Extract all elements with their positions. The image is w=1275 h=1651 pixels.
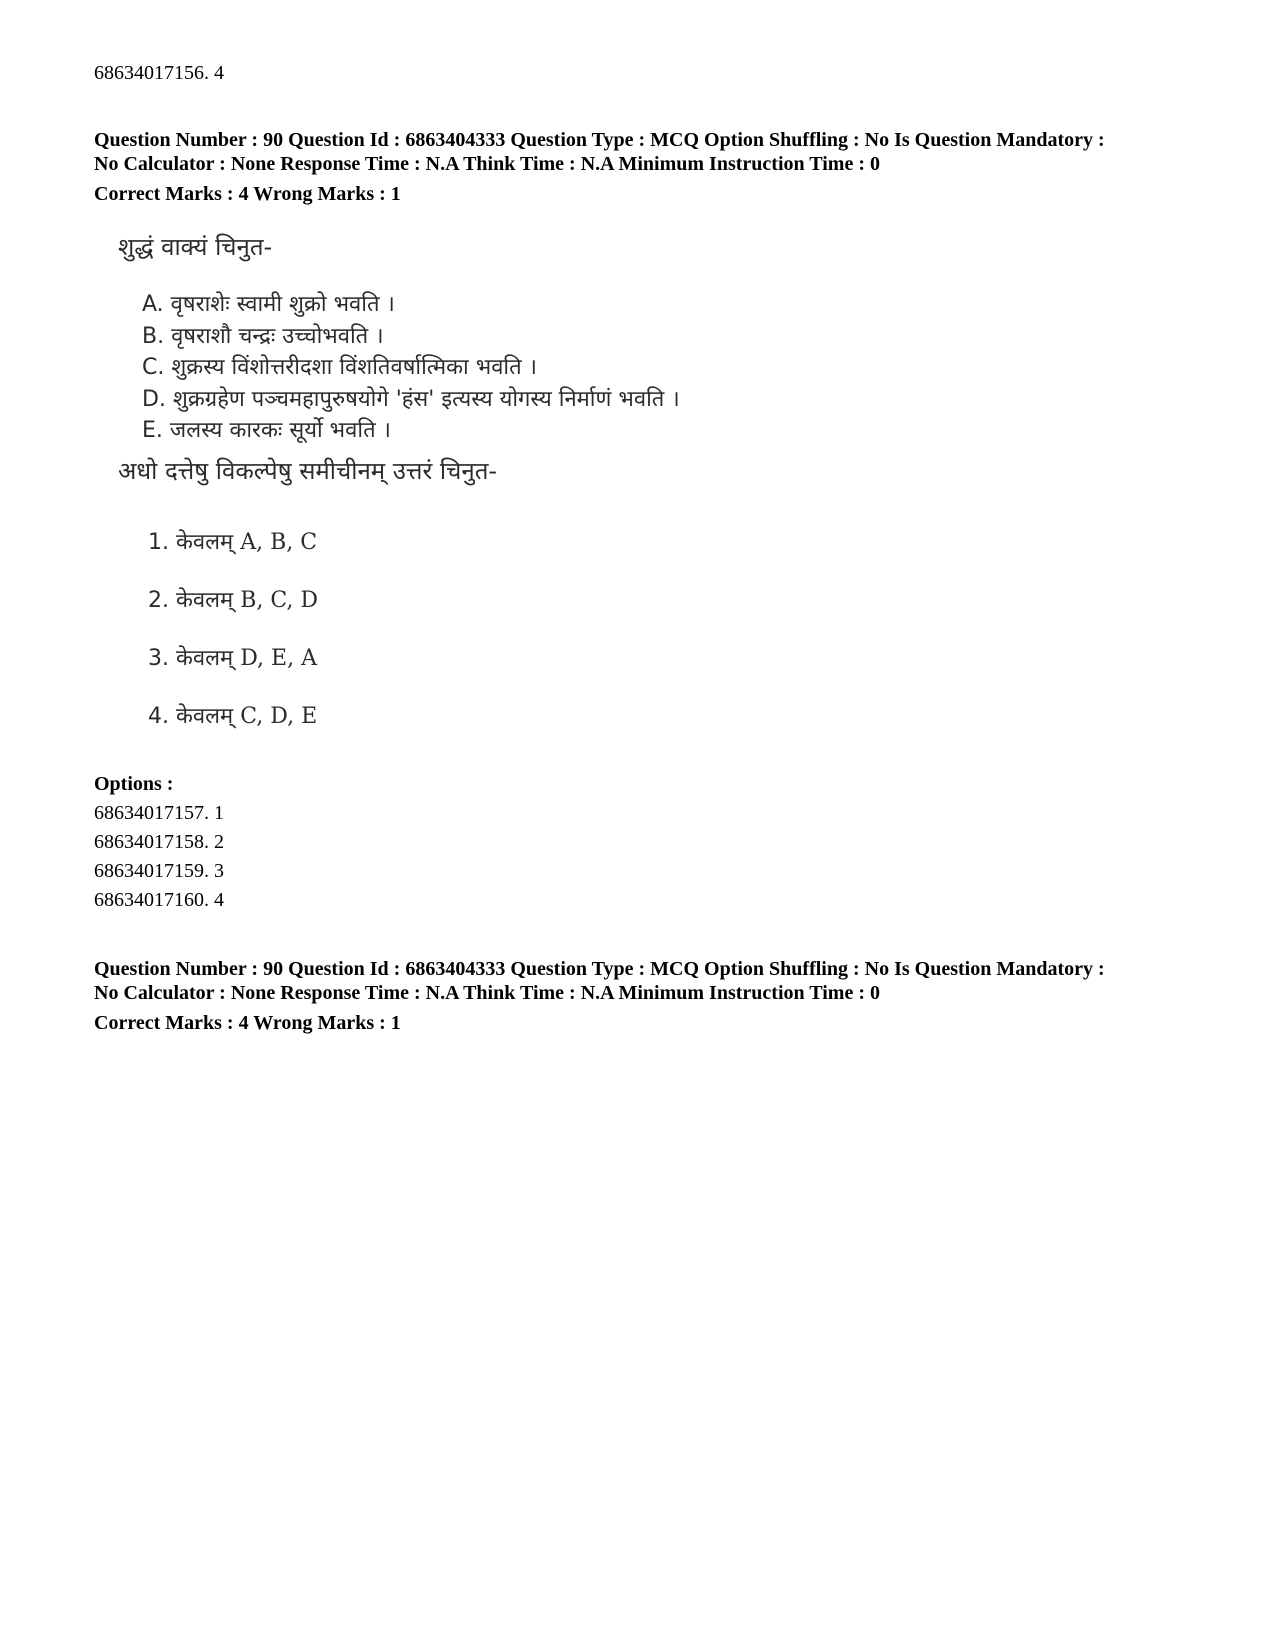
- previous-option-line: 68634017156. 4: [94, 62, 224, 84]
- choice-text: केवलम्: [176, 704, 234, 729]
- next-question-meta-line-2: No Calculator : None Response Time : N.A Think Time : N.A Minimum Instruction Time : 0: [94, 982, 880, 1004]
- choice-letters: B, C, D: [240, 588, 319, 613]
- choice-number: 3.: [148, 646, 169, 671]
- choice-item: [148, 702, 318, 760]
- choice-item: [148, 586, 318, 644]
- options-block: [94, 770, 224, 915]
- next-question-header: [94, 957, 1204, 1035]
- option-item: 68634017160. 4: [94, 889, 224, 911]
- question-image: [118, 232, 758, 752]
- choice-list: [148, 528, 318, 760]
- statement-list: [142, 289, 680, 447]
- question-prompt: शुद्धं वाक्यं चिनुत-: [118, 233, 273, 261]
- question-meta-line-1: Question Number : 90 Question Id : 6863404333 Question Type : MCQ Option Shuffling : No Is Question Mandatory :: [94, 129, 1105, 151]
- option-item: 68634017157. 1: [94, 802, 224, 824]
- choice-item: [148, 528, 318, 586]
- choice-text: केवलम्: [176, 530, 234, 555]
- question-meta-line-2: No Calculator : None Response Time : N.A Think Time : N.A Minimum Instruction Time : 0: [94, 153, 880, 175]
- choice-number: 4.: [148, 704, 169, 729]
- statement-d: D. शुक्रग्रहेण पञ्चमहापुरुषयोगे 'हंस' इत्यस्य योगस्य निर्माणं भवति ।: [142, 386, 680, 412]
- choice-letters: D, E, A: [240, 646, 317, 671]
- choice-number: 2.: [148, 588, 169, 613]
- next-question-meta-line-1: Question Number : 90 Question Id : 6863404333 Question Type : MCQ Option Shuffling : No Is Question Mandatory :: [94, 958, 1105, 980]
- statement-e: E. जलस्य कारकः सूर्यो भवति ।: [142, 418, 391, 443]
- question-instruction: अधो दत्तेषु विकल्पेषु समीचीनम् उत्तरं चिनुत-: [118, 457, 498, 485]
- choice-letters: A, B, C: [240, 530, 318, 555]
- choice-text: केवलम्: [176, 646, 234, 671]
- question-header: [94, 128, 1204, 206]
- next-question-marks: Correct Marks : 4 Wrong Marks : 1: [94, 1012, 401, 1034]
- statement-a: A. वृषराशेः स्वामी शुक्रो भवति ।: [142, 292, 395, 317]
- statement-c: C. शुक्रस्य विंशोत्तरीदशा विंशतिवर्षात्मिका भवति ।: [142, 355, 537, 380]
- option-item: 68634017158. 2: [94, 831, 224, 853]
- choice-letters: C, D, E: [240, 704, 318, 729]
- choice-item: [148, 644, 318, 702]
- choice-text: केवलम्: [176, 588, 234, 613]
- statement-b: B. वृषराशौ चन्द्रः उच्चोभवति ।: [142, 323, 384, 349]
- options-title: Options :: [94, 773, 174, 795]
- choice-number: 1.: [148, 530, 169, 555]
- option-item: 68634017159. 3: [94, 860, 224, 882]
- question-marks: Correct Marks : 4 Wrong Marks : 1: [94, 183, 401, 205]
